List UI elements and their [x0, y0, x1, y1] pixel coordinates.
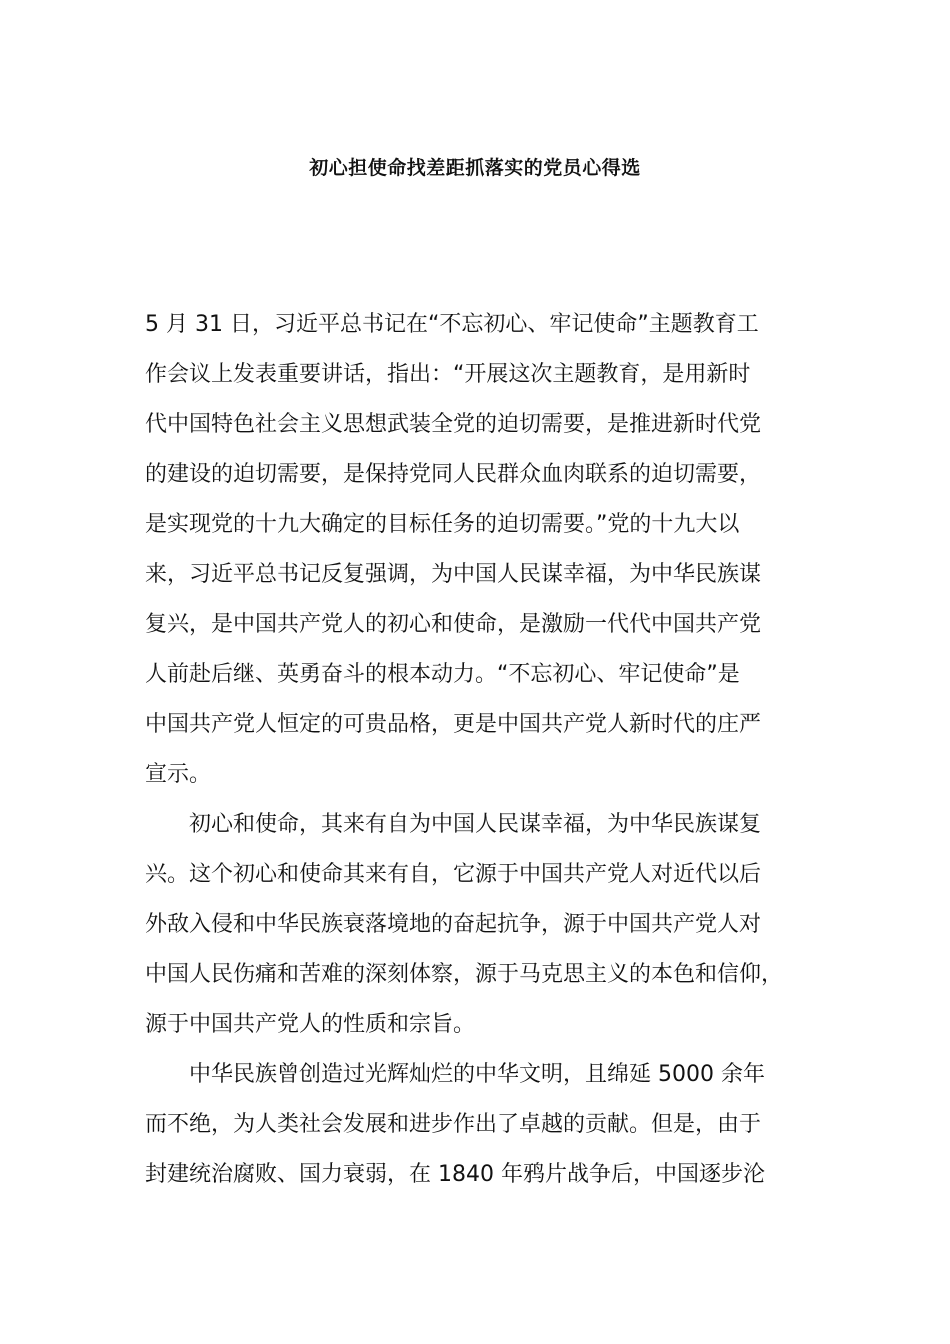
text-line: 中华民族曾创造过光辉灿烂的中华文明，且绵延 5000 余年	[189, 1062, 765, 1087]
text-line: 的建设的迫切需要，是保持党同人民群众血肉联系的迫切需要，	[145, 462, 762, 487]
text-line: 初心和使命，其来有自为中国人民谋幸福，为中华民族谋复	[189, 812, 762, 837]
document-body	[145, 300, 800, 1200]
text-line: 封建统治腐败、国力衰弱，在 1840 年鸦片战争后，中国逐步沦	[145, 1162, 765, 1187]
text-line: 复兴，是中国共产党人的初心和使命，是激励一代代中国共产党	[145, 612, 762, 637]
text-line: 而不绝，为人类社会发展和进步作出了卓越的贡献。但是，由于	[145, 1112, 762, 1137]
text-line: 中国人民伤痛和苦难的深刻体察，源于马克思主义的本色和信仰，	[145, 962, 784, 987]
paragraph-3	[145, 1050, 800, 1200]
paragraph-1	[145, 300, 800, 800]
text-line: 外敌入侵和中华民族衰落境地的奋起抗争，源于中国共产党人对	[145, 912, 762, 937]
text-line: 5 月 31 日，习近平总书记在“不忘初心、牢记使命”主题教育工	[145, 312, 759, 337]
text-line: 作会议上发表重要讲话，指出：“开展这次主题教育，是用新时	[145, 362, 751, 387]
document-title: 初心担使命找差距抓落实的党员心得选	[309, 157, 641, 179]
text-line: 中国共产党人恒定的可贵品格，更是中国共产党人新时代的庄严	[145, 712, 762, 737]
text-line: 源于中国共产党人的性质和宗旨。	[145, 1012, 476, 1037]
text-line: 代中国特色社会主义思想武装全党的迫切需要，是推进新时代党	[145, 412, 762, 437]
text-line: 是实现党的十九大确定的目标任务的迫切需要。”党的十九大以	[145, 512, 740, 537]
text-line: 人前赴后继、英勇奋斗的根本动力。“不忘初心、牢记使命”是	[145, 662, 740, 687]
text-line: 来，习近平总书记反复强调，为中国人民谋幸福，为中华民族谋	[145, 562, 762, 587]
paragraph-2	[145, 800, 800, 1050]
text-line: 宣示。	[145, 762, 212, 787]
text-line: 兴。这个初心和使命其来有自，它源于中国共产党人对近代以后	[145, 862, 762, 887]
